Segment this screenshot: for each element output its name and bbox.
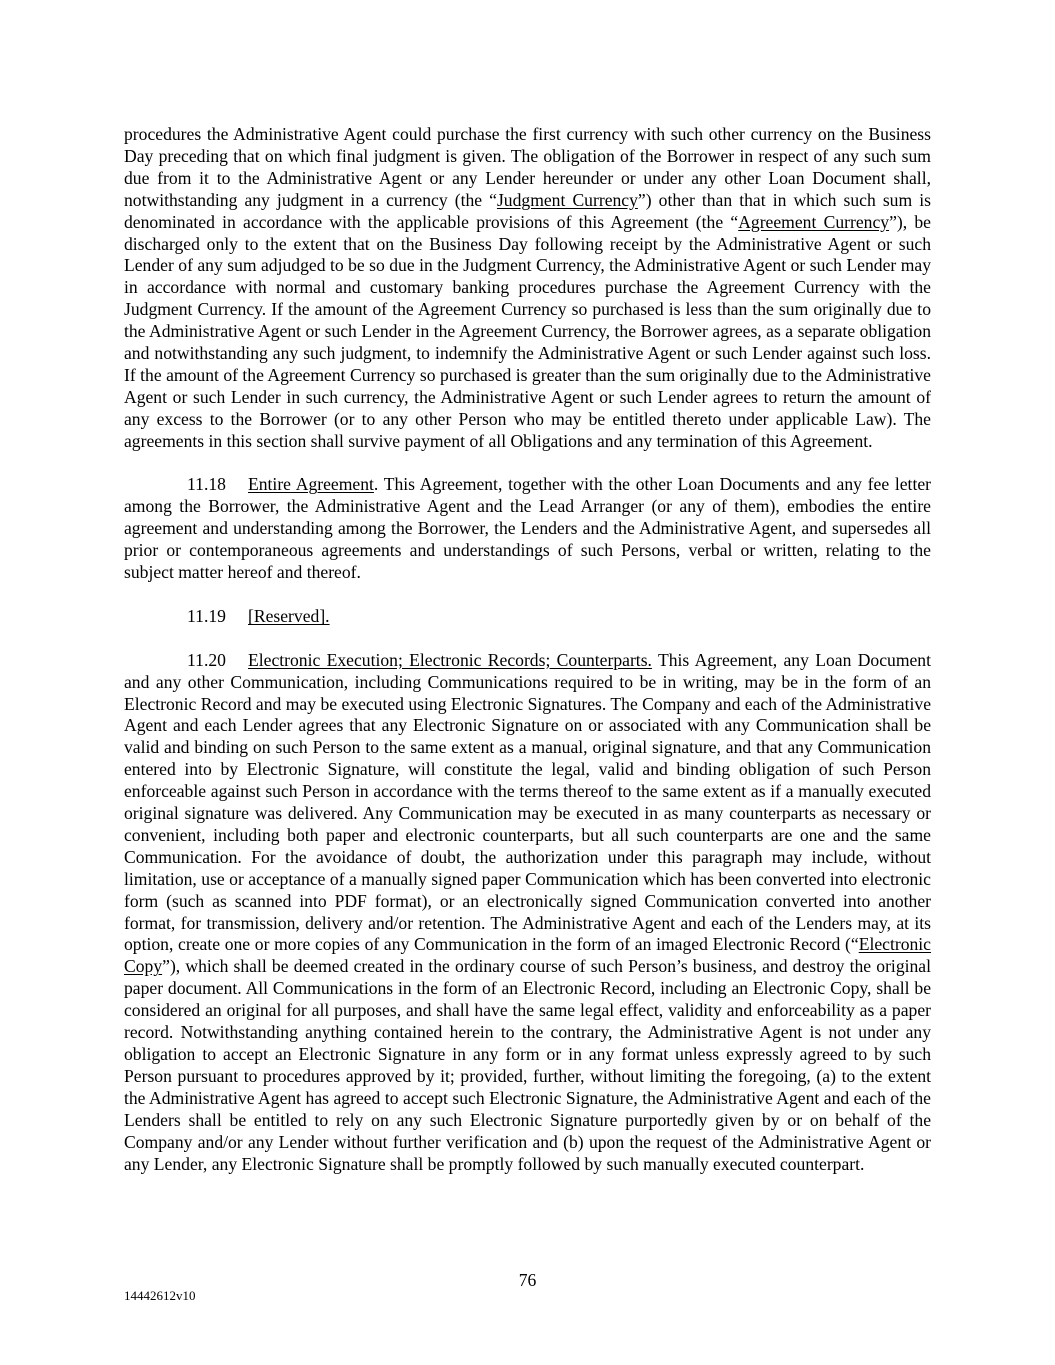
section-heading: Entire Agreement <box>248 474 374 495</box>
document-page <box>124 124 931 1175</box>
continuation-text-3: ”), be discharged only to the extent that on the Business Day following receipt by the Administrative Agent or such Lender of any sum adjudged to be so due in the Judgment Currency, the Administrative Agent or such Lender may in accordance with normal and customary banking procedures purchase the Agreement Currency with the Judgment Currency. If the amount of the Agreement Currency so purchased is less than the sum originally due to the Administrative Agent or such Lender in the Agreement Currency, the Borrower agrees, as a separate obligation and notwithstanding any such judgment, to indemnify the Administrative Agent or such Lender against such loss. If the amount of the Agreement Currency so purchased is greater than the sum originally due to the Administrative Agent or such Lender in such currency, the Administrative Agent or such Lender agrees to return the amount of any excess to the Borrower (or to any other Person who may be entitled thereto under applicable Law). The agreements in this section shall survive payment of all Obligations and any termination of this Agreement. <box>124 211 931 451</box>
section-11-19 <box>124 606 931 628</box>
section-11-18 <box>124 474 931 584</box>
section-number: 11.20 <box>187 649 226 670</box>
section-heading: Electronic Execution; Electronic Records; Counterparts. <box>248 649 652 670</box>
section-heading: [Reserved]. <box>248 605 330 626</box>
agreement-currency-term: Agreement Currency <box>738 211 890 232</box>
continuation-text-1: procedures the Administrative Agent could purchase the first currency with such other currency on the Business Day preceding that on which final judgment is given. The obligation of the Borrower in respect of any such sum due from it to the Administrative Agent or any Lender hereunder or under any other Loan Document shall, notwithstanding any judgment in a currency (the “ <box>124 124 931 210</box>
continuation-text-2: ”) other than that in which such sum is denominated in accordance with the applicable provisions of this Agreement (the “ <box>124 189 931 232</box>
section-11-20 <box>124 650 931 1176</box>
section-body-part-2: ”), which shall be deemed created in the ordinary course of such Person’s business, and destroy the original paper document. All Communications in the form of an Electronic Record, including an Electronic Copy, shall be considered an original for all purposes, and shall have the same legal effect, validity and enforceability as a paper record. Notwithstanding anything contained herein to the contrary, the Administrative Agent is not under any obligation to accept an Electronic Signature in any form or in any format unless expressly agreed to by such Person pursuant to procedures approved by it; provided, further, without limiting the foregoing, (a) to the extent the Administrative Agent has agreed to accept such Electronic Signature, the Administrative Agent and each of the Lenders shall be entitled to rely on any such Electronic Signature purportedly given by or on behalf of the Company and/or any Lender without further verification and (b) upon the request of the Administrative Agent or any Lender, any Electronic Signature shall be promptly followed by such manually executed counterpart. <box>124 956 931 1174</box>
section-body: . This Agreement, together with the other Loan Documents and any fee letter among the Borrower, the Administrative Agent and the Lead Arranger (or any of them), embodies the entire agreement and understanding among the Borrower, the Lenders and the Administrative Agent, and supersedes all prior or contemporaneous agreements and understandings of such Persons, verbal or written, relating to the subject matter hereof and thereof. <box>124 474 932 583</box>
electronic-copy-term: Electronic Copy <box>124 934 931 977</box>
section-number: 11.18 <box>187 474 226 495</box>
section-body-part-1: This Agreement, any Loan Document and any other Communication, including Communications required to be in writing, may be in the form of an Electronic Record and may be executed using Electronic Signatures. The Company and each of the Administrative Agent and each Lender agrees that any Electronic Signature on or associated with any Communication shall be valid and binding on such Person to the same extent as a manual, original signature, and that any Communication entered into by Electronic Signature, will constitute the legal, valid and binding obligation of such Person enforceable against such Person in accordance with the terms thereof to the same extent as if a manually executed original signature was delivered. Any Communication may be executed in as many counterparts as necessary or convenient, including both paper and electronic counterparts, but all such counterparts are one and the same Communication. For the avoidance of doubt, the authorization under this paragraph may include, without limitation, use or acceptance of a manually signed paper Communication which has been converted into electronic form (such as scanned into PDF format), or an electronically signed Communication converted into another format, for transmission, delivery and/or retention. The Administrative Agent and each of the Lenders may, at its option, create one or more copies of any Communication in the form of an imaged Electronic Record (“ <box>124 649 931 955</box>
page-number: 76 <box>518 1270 537 1290</box>
judgment-currency-term: Judgment Currency <box>496 189 638 210</box>
document-id: 14442612v10 <box>124 1288 196 1303</box>
continuation-paragraph <box>124 124 931 453</box>
section-number: 11.19 <box>187 605 226 626</box>
